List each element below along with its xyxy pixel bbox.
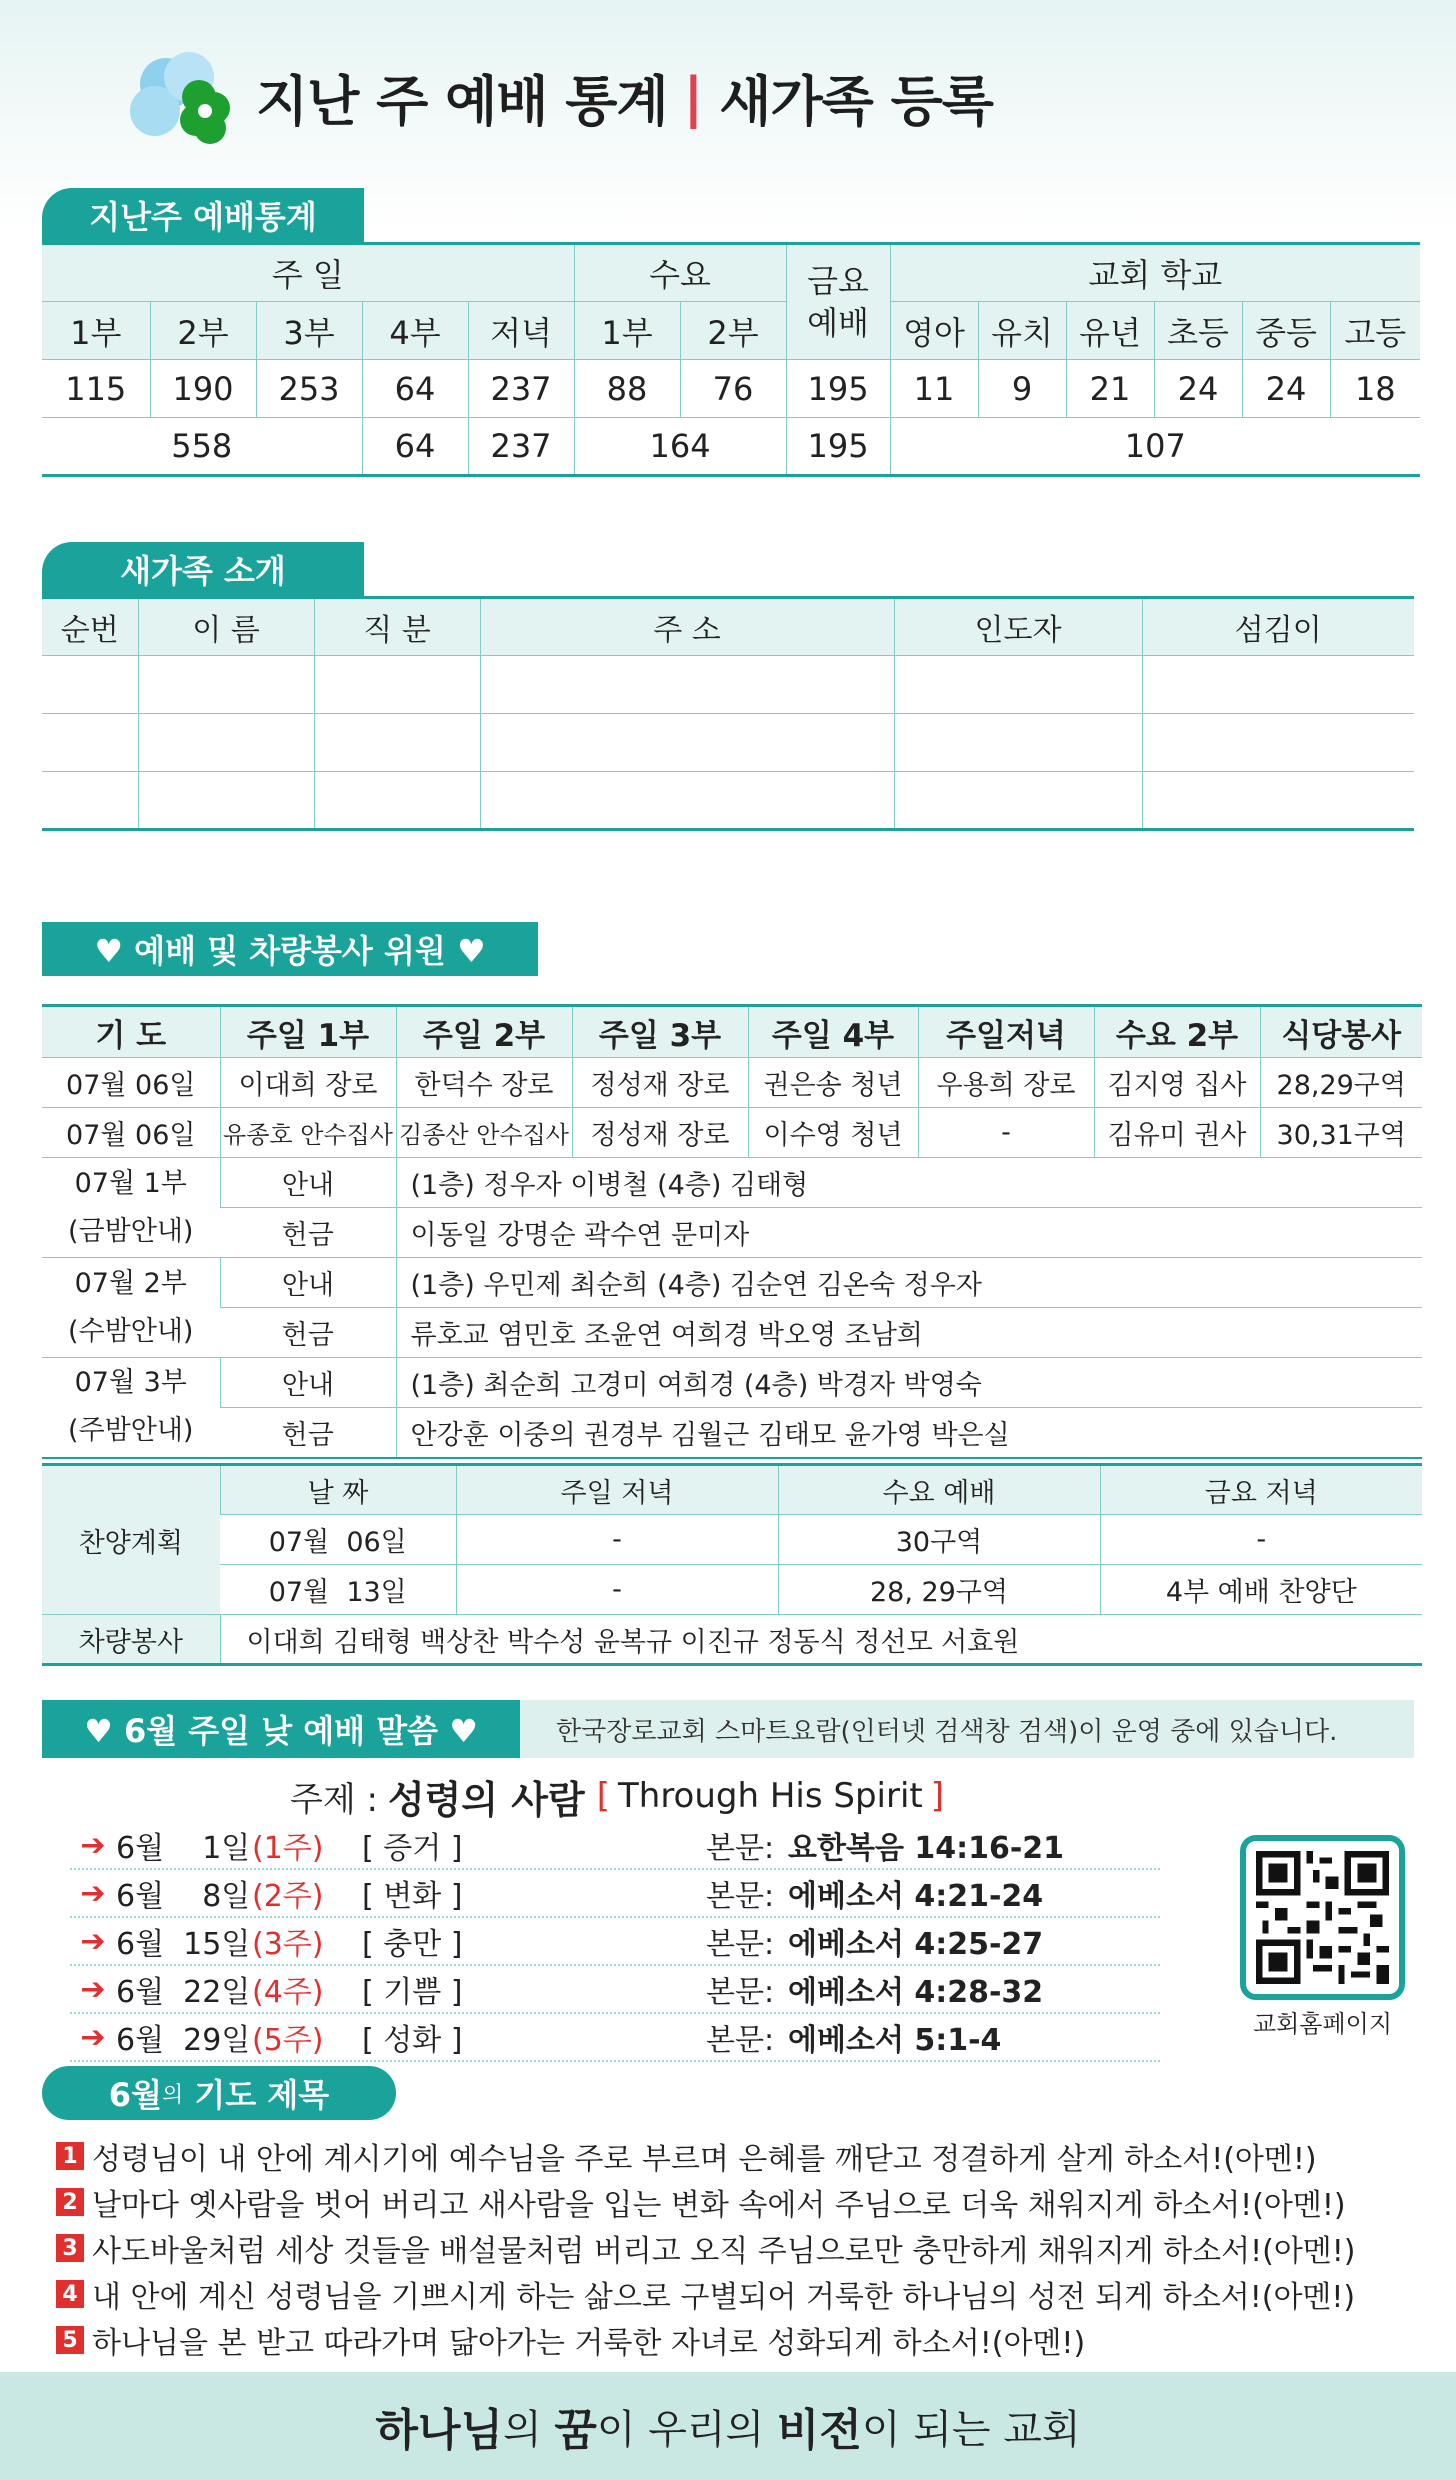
service-header: 식당봉사	[1260, 1006, 1422, 1058]
newfamily-header: 섬김이	[1142, 598, 1414, 656]
table-row	[42, 1058, 1422, 1108]
stats-total: 558	[42, 418, 362, 476]
sermon-theme: 주제 : 성령의 사람 [ Through His Spirit ]	[290, 1770, 944, 1822]
arrow-right-icon: ➔	[80, 1923, 106, 1959]
newfamily-header: 순번	[42, 598, 138, 656]
stats-sub: 중등	[1242, 302, 1330, 360]
service-cell: 우용희 장로	[918, 1058, 1094, 1108]
songs-cell: -	[456, 1565, 778, 1615]
service-cell: 김종산 안수집사	[396, 1108, 572, 1158]
service-cell: 정성재 장로	[572, 1058, 748, 1108]
list-item: 2 날마다 옛사람을 벗어 버리고 새사람을 입는 변화 속에서 주님으로 더욱 채워지게 하소서!(아멘!)	[56, 2180, 1436, 2224]
stats-sub: 영아	[890, 302, 978, 360]
stats-total: 64	[362, 418, 468, 476]
guide-names: (1층) 우민제 최순희 (4층) 김순연 김온숙 정우자	[396, 1258, 1422, 1308]
service-section-label: ♥ 예배 및 차량봉사 위원 ♥	[42, 922, 538, 976]
songs-cell: 30구역	[778, 1515, 1100, 1565]
table-row	[42, 656, 1414, 714]
offering-label: 헌금	[220, 1208, 396, 1258]
number-badge: 4	[56, 2280, 84, 2308]
table-row	[42, 714, 1414, 772]
table-row	[42, 1158, 1422, 1208]
list-item: 4 내 안에 계신 성령님을 기쁘시게 하는 삶으로 구별되어 거룩한 하나님의 성전 되게 하소서!(아멘!)	[56, 2272, 1436, 2316]
stats-total: 195	[786, 418, 890, 476]
stats-sub: 1부	[42, 302, 150, 360]
offering-names: 류호교 염민호 조윤연 여희경 박오영 조남희	[396, 1308, 1422, 1358]
arrow-right-icon: ➔	[80, 2019, 106, 2055]
stats-sub: 2부	[150, 302, 256, 360]
songs-cell: 4부 예배 찬양단	[1100, 1565, 1422, 1615]
service-header: 주일 2부	[396, 1006, 572, 1058]
guide-label: 안내	[220, 1258, 396, 1308]
arrow-right-icon: ➔	[80, 1875, 106, 1911]
songs-header: 주일 저녁	[456, 1465, 778, 1515]
offering-names: 이동일 강명순 곽수연 문미자	[396, 1208, 1422, 1258]
list-item: 3 사도바울처럼 세상 것들을 배설물처럼 버리고 오직 주님으로만 충만하게 채워지게 하소서!(아멘!)	[56, 2226, 1436, 2270]
stats-value: 24	[1154, 360, 1242, 418]
songs-header: 수요 예배	[778, 1465, 1100, 1515]
list-item: ➔ 6월 22일 (4주) [ 기쁨 ] 본문: 에베소서 4:28-32	[70, 1966, 1160, 2014]
songs-cell: -	[456, 1515, 778, 1565]
service-cell: 30,31구역	[1260, 1108, 1422, 1158]
service-cell: 유종호 안수집사	[220, 1108, 396, 1158]
table-row	[42, 772, 1414, 830]
newfamily-header: 인도자	[894, 598, 1142, 656]
stats-group-sunday: 주 일	[42, 244, 574, 302]
table-row	[42, 1358, 1422, 1408]
guide-week: 07월 2부 (수밤안내)	[42, 1258, 220, 1358]
list-item: ➔ 6월 8일 (2주) [ 변화 ] 본문: 에베소서 4:21-24	[70, 1870, 1160, 1918]
table-row	[42, 1208, 1422, 1258]
stats-value: 76	[680, 360, 786, 418]
stats-sub: 4부	[362, 302, 468, 360]
newfamily-header: 주 소	[480, 598, 894, 656]
qr-code-icon[interactable]	[1240, 1835, 1405, 2000]
stats-sub: 유치	[978, 302, 1066, 360]
service-header: 주일 4부	[748, 1006, 918, 1058]
service-cell: 07월 06일	[42, 1108, 220, 1158]
stats-section-label: 지난주 예배통계	[42, 188, 364, 242]
stats-group-school: 교회 학교	[890, 244, 1420, 302]
arrow-right-icon: ➔	[80, 1971, 106, 2007]
list-item: ➔ 6월 29일 (5주) [ 성화 ] 본문: 에베소서 5:1-4	[70, 2014, 1160, 2062]
page-header	[130, 52, 993, 142]
guide-week: 07월 3부 (주밤안내)	[42, 1358, 220, 1458]
guide-label: 안내	[220, 1358, 396, 1408]
list-item: ➔ 6월 1일 (1주) [ 증거 ] 본문: 요한복음 14:16-21	[70, 1822, 1160, 1870]
stats-sub: 저녁	[468, 302, 574, 360]
stats-value: 237	[468, 360, 574, 418]
vehicle-label: 차량봉사	[42, 1615, 220, 1665]
flower-logo-icon	[130, 52, 230, 142]
stats-sub: 2부	[680, 302, 786, 360]
service-cell: 권은송 청년	[748, 1058, 918, 1108]
number-badge: 1	[56, 2142, 84, 2170]
table-row	[42, 1615, 1422, 1665]
page-title: 지난 주 예배 통계	[256, 69, 668, 133]
guide-week: 07월 1부 (금밤안내)	[42, 1158, 220, 1258]
guide-names: (1층) 최순희 고경미 여희경 (4층) 박경자 박영숙	[396, 1358, 1422, 1408]
service-header: 주일 1부	[220, 1006, 396, 1058]
stats-value: 88	[574, 360, 680, 418]
service-cell: 김유미 권사	[1094, 1108, 1260, 1158]
newfamily-section-label: 새가족 소개	[42, 542, 364, 596]
stats-value: 253	[256, 360, 362, 418]
service-cell: 07월 06일	[42, 1058, 220, 1108]
stats-value: 9	[978, 360, 1066, 418]
songs-header: 날 짜	[220, 1465, 456, 1515]
newfamily-table	[42, 596, 1414, 831]
guide-label: 안내	[220, 1158, 396, 1208]
songs-cell: 07월 06일	[220, 1515, 456, 1565]
theme-prefix: 주제 :	[290, 1779, 378, 1820]
stats-table	[42, 242, 1420, 477]
table-row	[42, 1408, 1422, 1458]
service-cell: 이수영 청년	[748, 1108, 918, 1158]
title-separator: |	[683, 65, 704, 129]
service-table	[42, 1004, 1422, 1459]
stats-value: 190	[150, 360, 256, 418]
footer-slogan: 하나님 의 꿈 이 우리의 비전 이 되는 교회	[0, 2372, 1456, 2480]
songs-cell: 28, 29구역	[778, 1565, 1100, 1615]
qr-caption: 교회홈페이지	[1252, 2010, 1393, 2038]
stats-value: 115	[42, 360, 150, 418]
stats-sub: 고등	[1330, 302, 1420, 360]
newfamily-header: 직 분	[314, 598, 480, 656]
songs-label: 찬양계획	[42, 1465, 220, 1615]
songs-header: 금요 저녁	[1100, 1465, 1422, 1515]
list-item: 1 성령님이 내 안에 계시기에 예수님을 주로 부르며 은혜를 깨닫고 정결하게 살게 하소서!(아멘!)	[56, 2134, 1436, 2178]
stats-group-friday: 금요 예배	[786, 244, 890, 360]
service-cell: 정성재 장로	[572, 1108, 748, 1158]
service-cell: 김지영 집사	[1094, 1058, 1260, 1108]
service-cell: -	[918, 1108, 1094, 1158]
stats-sub: 유년	[1066, 302, 1154, 360]
stats-value: 18	[1330, 360, 1420, 418]
stats-value: 195	[786, 360, 890, 418]
service-header: 주일저녁	[918, 1006, 1094, 1058]
vehicle-names: 이대희 김태형 백상찬 박수성 윤복규 이진규 정동식 정선모 서효원	[220, 1615, 1422, 1665]
stats-sub: 1부	[574, 302, 680, 360]
songs-cell: 07월 13일	[220, 1565, 456, 1615]
offering-label: 헌금	[220, 1308, 396, 1358]
songs-cell: -	[1100, 1515, 1422, 1565]
service-cell: 이대희 장로	[220, 1058, 396, 1108]
stats-sub: 초등	[1154, 302, 1242, 360]
stats-value: 24	[1242, 360, 1330, 418]
sermon-notice: 한국장로교회 스마트요람(인터넷 검색창 검색)이 운영 중에 있습니다.	[556, 1716, 1338, 1747]
theme-title: 성령의 사람	[387, 1777, 585, 1822]
sermon-section-label: ♥ 6월 주일 낮 예배 말씀 ♥	[42, 1700, 520, 1758]
table-row	[42, 1565, 1422, 1615]
service-header: 기 도	[42, 1006, 220, 1058]
stats-total: 237	[468, 418, 574, 476]
list-item: ➔ 6월 15일 (3주) [ 충만 ] 본문: 에베소서 4:25-27	[70, 1918, 1160, 1966]
number-badge: 3	[56, 2234, 84, 2262]
service-cell: 한덕수 장로	[396, 1058, 572, 1108]
stats-group-wednesday: 수요	[574, 244, 786, 302]
table-row	[42, 1258, 1422, 1308]
arrow-right-icon: ➔	[80, 1827, 106, 1863]
service-cell: 28,29구역	[1260, 1058, 1422, 1108]
number-badge: 5	[56, 2326, 84, 2354]
table-row	[42, 1108, 1422, 1158]
stats-value: 64	[362, 360, 468, 418]
offering-label: 헌금	[220, 1408, 396, 1458]
prayer-section-label: 6월 의 기도 제목	[42, 2066, 396, 2120]
guide-names: (1층) 정우자 이병철 (4층) 김태형	[396, 1158, 1422, 1208]
stats-total: 164	[574, 418, 786, 476]
service-header: 수요 2부	[1094, 1006, 1260, 1058]
songs-table	[42, 1463, 1422, 1666]
stats-sub: 3부	[256, 302, 362, 360]
offering-names: 안강훈 이중의 권경부 김월근 김태모 윤가영 박은실	[396, 1408, 1422, 1458]
table-row	[42, 1308, 1422, 1358]
table-row	[42, 1515, 1422, 1565]
service-header: 주일 3부	[572, 1006, 748, 1058]
list-item: 5 하나님을 본 받고 따라가며 닮아가는 거룩한 자녀로 성화되게 하소서!(아멘!)	[56, 2318, 1436, 2362]
number-badge: 2	[56, 2188, 84, 2216]
stats-value: 21	[1066, 360, 1154, 418]
theme-english: Through His Spirit	[618, 1776, 923, 1816]
page-title-right: 새가족 등록	[719, 69, 993, 133]
newfamily-header: 이 름	[138, 598, 314, 656]
stats-value: 11	[890, 360, 978, 418]
stats-total: 107	[890, 418, 1420, 476]
